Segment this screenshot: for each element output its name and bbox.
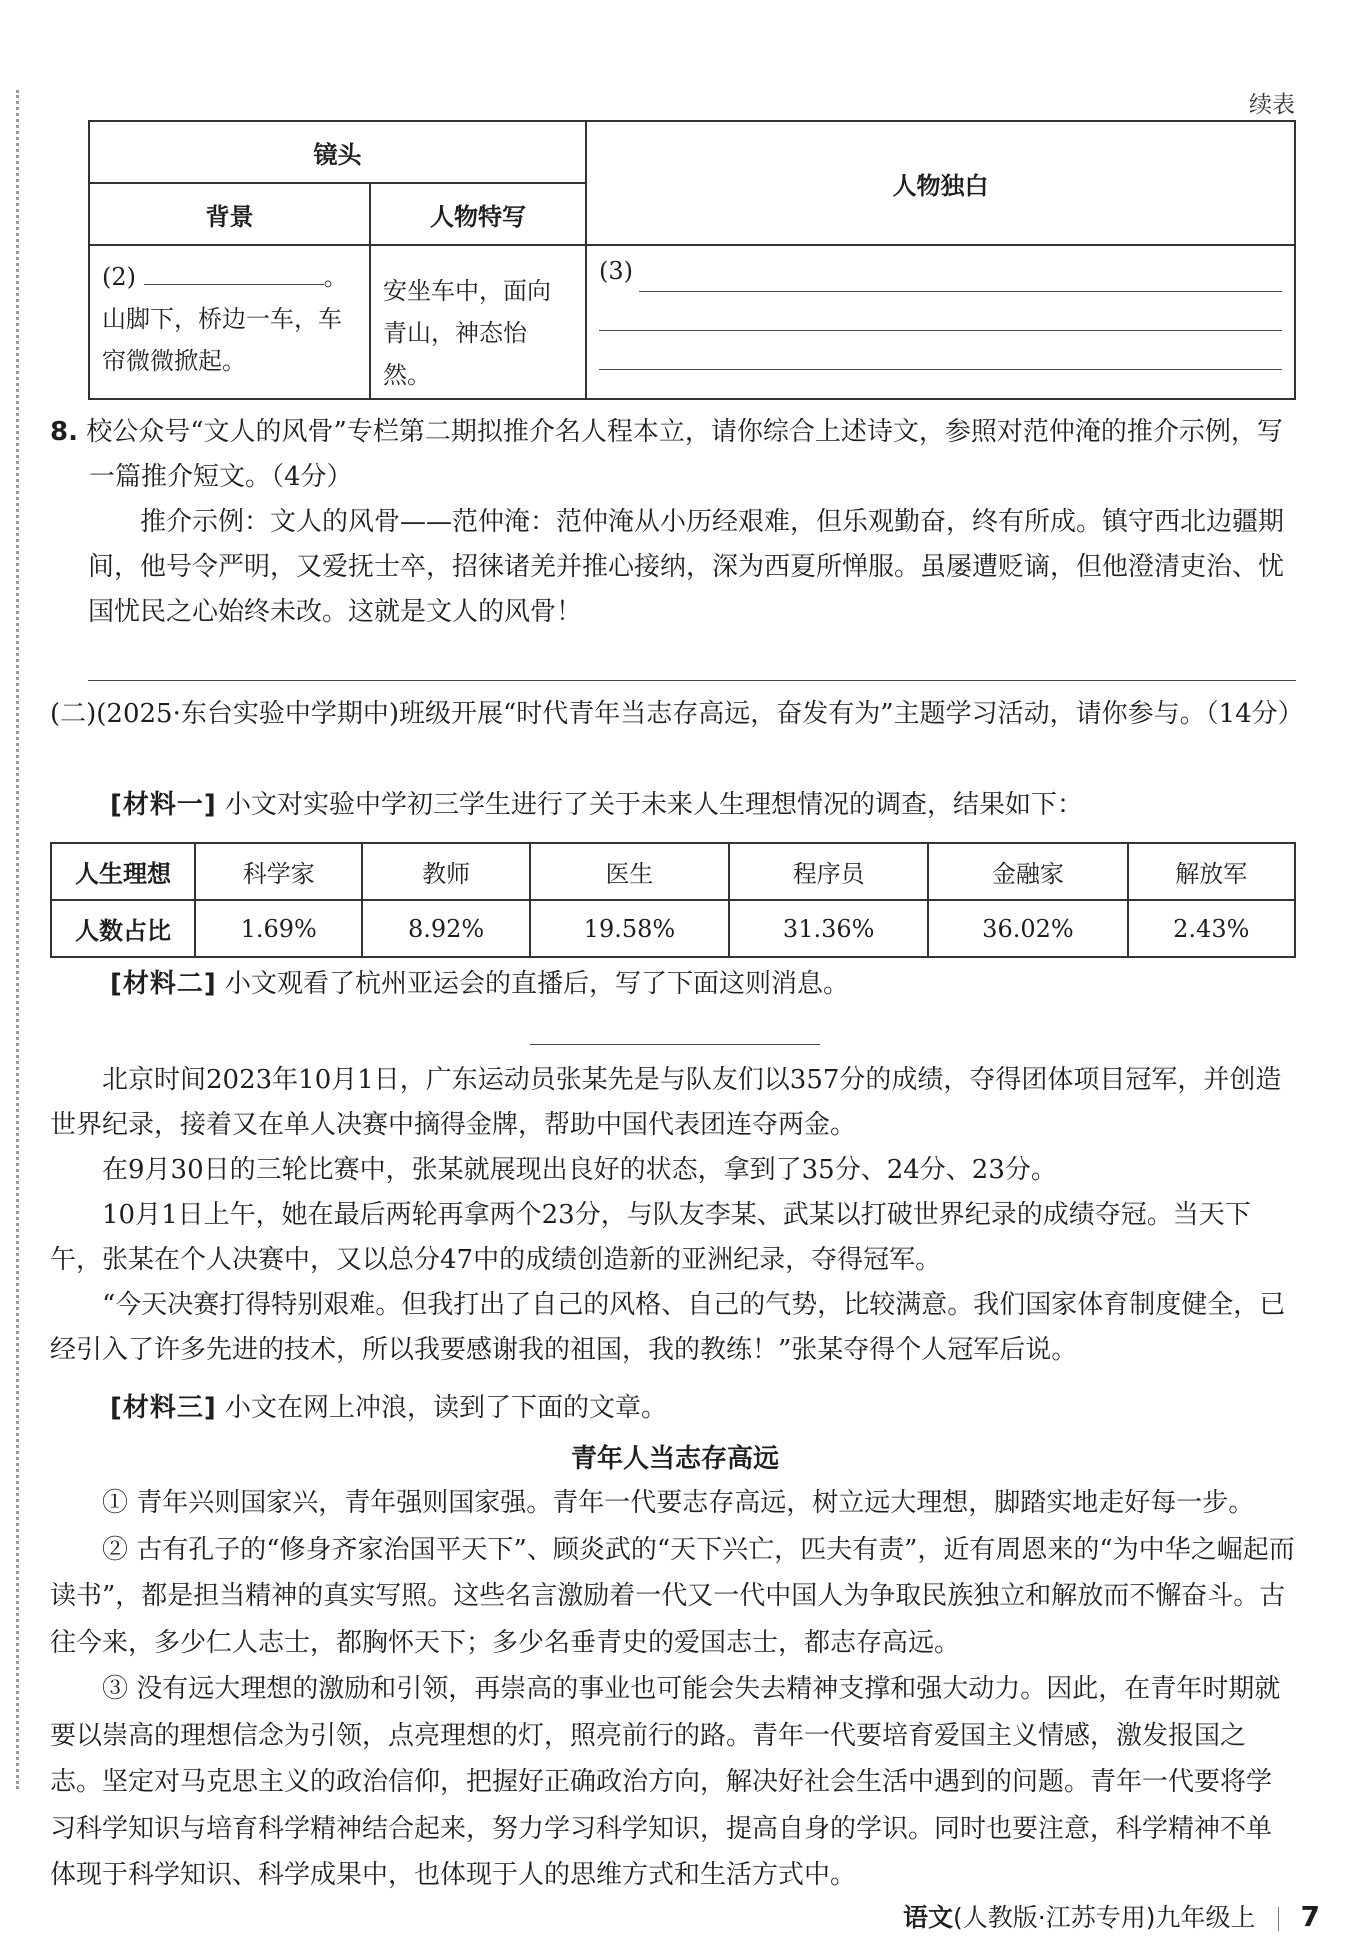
blank-2-number: (2) [102, 263, 136, 291]
survey-ideal-cell: 解放军 [1128, 843, 1295, 900]
news-paragraph: 在9月30日的三轮比赛中，张某就展现出良好的状态，拿到了35分、24分、23分。 [102, 1155, 1057, 1185]
news-body [50, 1058, 1296, 1373]
material-1-tag: [材料一] [110, 790, 217, 820]
header-closeup: 人物特写 [370, 183, 586, 245]
material-1-text: 小文对实验中学初三学生进行了关于未来人生理想情况的调查，结果如下： [225, 790, 1084, 820]
section-2-intro: (二)(2025·东台实验中学期中)班级开展“时代青年当志存高远，奋发有为”主题学习活动，请你参与。（14分） [50, 699, 1304, 729]
survey-ratio-cell: 19.58% [530, 900, 729, 957]
question-8-example: 推介示例：文人的风骨——范仲淹：范仲淹从小历经艰难，但乐观勤奋，终有所成。镇守西北边疆期间，他号令严明，又爱抚士卒，招徕诸羌并推心接纳，深为西夏所惮服。虽屡遭贬谪，但他澄清吏治、忧国忧民之心始终未改。这就是文人的风骨！ [88, 507, 1285, 627]
material-2 [110, 962, 1296, 1007]
survey-ratio-cell: 36.02% [928, 900, 1127, 957]
shot-table [88, 120, 1296, 400]
material-2-tag: [材料二] [110, 969, 217, 999]
answer-blank-3-line-2[interactable] [599, 292, 1282, 331]
header-monologue: 人物独白 [586, 121, 1295, 245]
answer-blank-2[interactable] [144, 260, 324, 285]
news-paragraph: 10月1日上午，她在最后两轮再拿两个23分，与队友李某、武某以打破世界纪录的成绩夺冠。当天下午，张某在个人决赛中，又以总分47中的成绩创造新的亚洲纪录，夺得冠军。 [50, 1200, 1251, 1275]
background-cell: (2) 。 山脚下，桥边一车，车帘微微掀起。 [89, 245, 370, 399]
essay-title: 青年人当志存高远 [570, 1444, 779, 1474]
continued-label: 续表 [1249, 92, 1295, 118]
survey-ideal-cell: 教师 [362, 843, 529, 900]
footer-edition: (人教版·江苏专用)九年级上 [953, 1903, 1256, 1932]
closeup-cell [370, 245, 586, 399]
question-8-number: 8. [50, 417, 78, 447]
survey-table [50, 842, 1296, 958]
news-title-blank[interactable] [530, 1044, 820, 1045]
survey-ideal-cell: 程序员 [729, 843, 928, 900]
monologue-cell [586, 245, 1295, 399]
material-3 [110, 1386, 1296, 1431]
footer-subject: 语文 [903, 1903, 954, 1932]
page-number: 7 [1300, 1900, 1320, 1933]
blank-3-number: (3) [599, 257, 633, 285]
survey-row-header-ratio: 人数占比 [51, 900, 195, 957]
footer-separator [1278, 1907, 1279, 1931]
essay-paragraph: ② 古有孔子的“修身齐家治国平天下”、顾炎武的“天下兴亡，匹夫有责”，近有周恩来的“为中华之崛起而读书”，都是担当精神的真实写照。这些名言激励着一代又一代中国人为争取民族独立和解放而不懈奋斗。古往今来，多少仁人志士，都胸怀天下；多少名垂青史的爱国志士，都志存高远。 [50, 1534, 1295, 1658]
essay-body [50, 1480, 1296, 1899]
survey-ratio-cell: 31.36% [729, 900, 928, 957]
answer-blank-3-line-3[interactable] [599, 331, 1282, 370]
question-8-prompt: 校公众号“文人的风骨”专栏第二期拟推介名人程本立，请你综合上述诗文，参照对范仲淹的推介示例，写一篇推介短文。（4分） [86, 417, 1283, 492]
answer-line-8[interactable] [88, 680, 1296, 681]
material-3-text: 小文在网上冲浪，读到了下面的文章。 [225, 1393, 668, 1423]
survey-row-header-ideal: 人生理想 [51, 843, 195, 900]
survey-ratio-cell: 1.69% [195, 900, 362, 957]
question-8 [50, 410, 1296, 500]
survey-ideal-cell: 科学家 [195, 843, 362, 900]
material-2-text: 小文观看了杭州亚运会的直播后，写了下面这则消息。 [225, 969, 850, 999]
survey-ideal-cell: 金融家 [928, 843, 1127, 900]
background-text: 山脚下，桥边一车，车帘微微掀起。 [102, 305, 342, 375]
header-background: 背景 [89, 183, 370, 245]
header-lens: 镜头 [89, 121, 586, 183]
essay-paragraph: ① 青年兴则国家兴，青年强则国家强。青年一代要志存高远，树立远大理想，脚踏实地走好每一步。 [102, 1488, 1255, 1518]
material-1 [110, 783, 1296, 828]
essay-paragraph: ③ 没有远大理想的激励和引领，再崇高的事业也可能会失去精神支撑和强大动力。因此，在青年时期就要以崇高的理想信念为引领，点亮理想的灯，照亮前行的路。青年一代要培育爱国主义情感，激发报国之志。坚定对马克思主义的政治信仰，把握好正确政治方向，解决好社会生活中遇到的问题。青年一代要将学习科学知识与培育科学精神结合起来，努力学习科学知识，提高自身的学识。同时也要注意，科学精神不单体现于科学知识、科学成果中，也体现于人的思维方式和生活方式中。 [50, 1674, 1281, 1890]
closeup-text: 安坐车中，面向青山，神态怡然。 [383, 277, 551, 389]
binding-dotted-line [16, 90, 19, 1789]
survey-ratio-cell: 2.43% [1128, 900, 1295, 957]
material-3-tag: [材料三] [110, 1393, 217, 1423]
news-paragraph: “今天决赛打得特别艰难。但我打出了自己的风格、自己的气势，比较满意。我们国家体育制度健全，已经引入了许多先进的技术，所以我要感谢我的祖国，我的教练！”张某夺得个人冠军后说。 [50, 1290, 1286, 1365]
news-paragraph: 北京时间2023年10月1日，广东运动员张某先是与队友们以357分的成绩，夺得团体项目冠军，并创造世界纪录，接着又在单人决赛中摘得金牌，帮助中国代表团连夺两金。 [50, 1065, 1282, 1140]
survey-ratio-cell: 8.92% [362, 900, 529, 957]
page-footer [903, 1898, 1320, 1934]
answer-blank-3-line-1[interactable] [639, 253, 1282, 292]
survey-ideal-cell: 医生 [530, 843, 729, 900]
